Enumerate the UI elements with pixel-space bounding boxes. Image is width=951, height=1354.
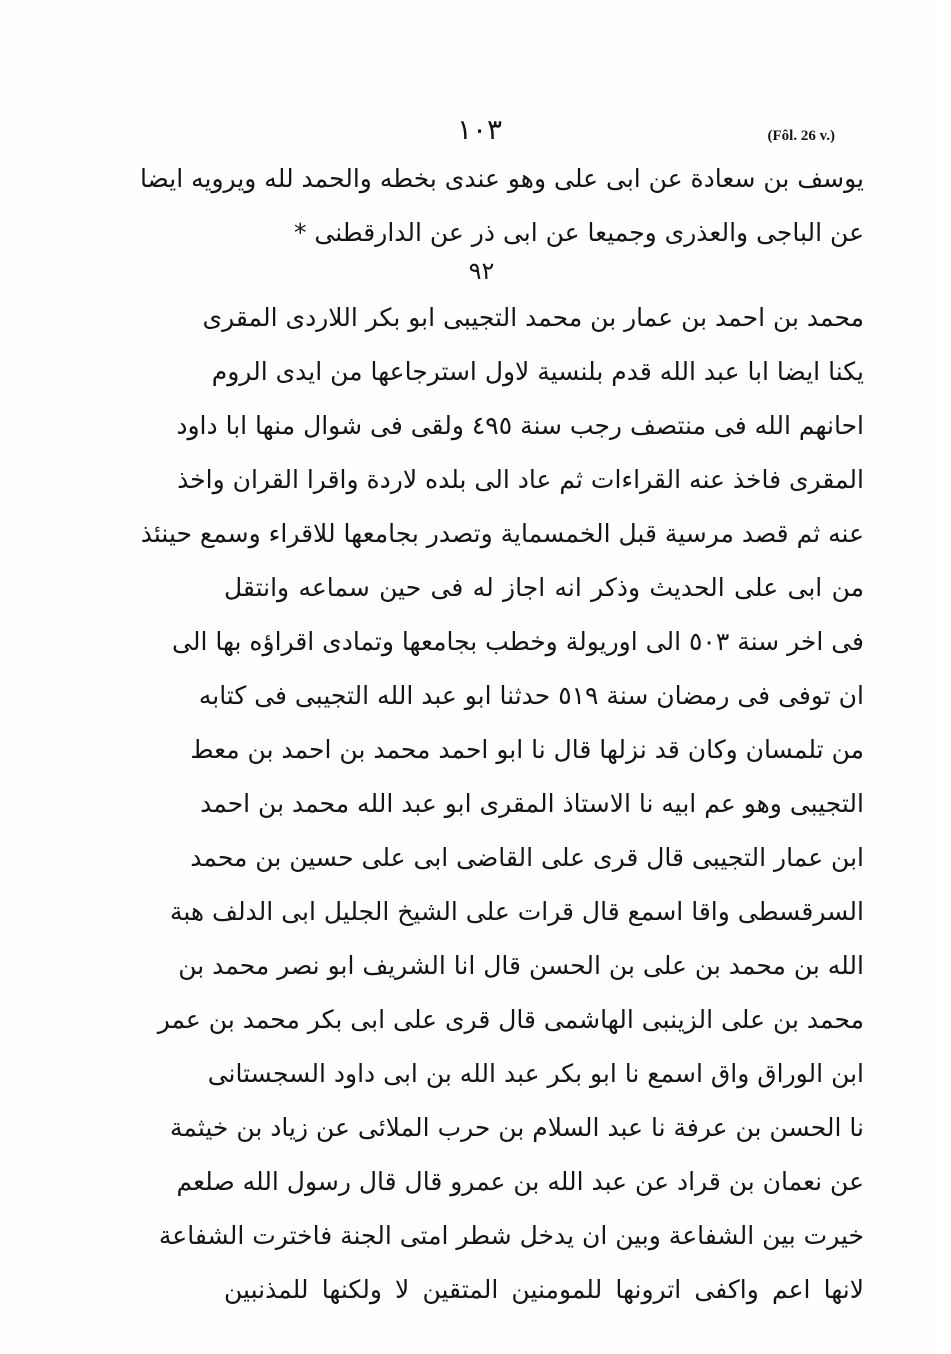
text-line: عن نعمان بن قراد عن عبد الله بن عمرو قال قال رسول الله صلعم [176, 1167, 864, 1196]
text-line: الله بن محمد بن على بن الحسن قال انا الشريف ابو نصر محمد بن [178, 951, 864, 980]
text-line: ان توفى فى رمضان سنة ٥١٩ حدثنا ابو عبد الله التجيبى فى كتابه [198, 681, 864, 710]
text-line: يكنا ايضا ابا عبد الله قدم بلنسية لاول استرجاعها من ايدى الروم [211, 357, 864, 386]
previous-entry-text [139, 152, 864, 260]
folio-reference: (Fôl. 26 v.) [767, 128, 835, 144]
text-line: من ابى على الحديث وذكر انه اجاز له فى حين سماعه وانتقل [224, 573, 864, 602]
text-line: المقرى فاخذ عنه القراءات ثم عاد الى بلده لاردة واقرا القران واخذ [177, 465, 864, 494]
text-line: خيرت بين الشفاعة وبين ان يدخل شطر امتى الجنة فاخترت الشفاعة [158, 1221, 864, 1250]
text-line: لانها اعم واكفى اترونها للمومنين المتقين لا ولكنها للمذنبين [224, 1275, 864, 1304]
text-line: محمد بن على الزينبى الهاشمى قال قرى على ابى بكر محمد بن عمر [157, 1005, 864, 1034]
text-line: عن الباجى والعذرى وجميعا عن ابى ذر عن الدارقطنى * [293, 218, 864, 247]
entry-number: ٩٢ [468, 257, 495, 285]
page-number: ١٠٣ [456, 113, 503, 146]
text-line: فى اخر سنة ٥٠٣ الى اوريولة وخطب بجامعها وتمادى اقراؤه بها الى [172, 627, 864, 656]
text-line: من تلمسان وكان قد نزلها قال نا ابو احمد محمد بن احمد بن معط [190, 735, 864, 764]
text-line: عنه ثم قصد مرسية قبل الخمسماية وتصدر بجامعها للاقراء وسمع حينئذ [140, 519, 864, 548]
text-line: التجيبى وهو عم ابيه نا الاستاذ المقرى ابو عبد الله محمد بن احمد [200, 789, 864, 818]
text-line: احانهم الله فى منتصف رجب سنة ٤٩٥ ولقى فى شوال منها ابا داود [176, 411, 864, 440]
text-line: ابن الوراق واق اسمع نا ابو بكر عبد الله بن ابى داود السجستانى [207, 1059, 864, 1088]
text-line: السرقسطى واقا اسمع قال قرات على الشيخ الجليل ابى الدلف هبة [169, 897, 864, 926]
text-line: يوسف بن سعادة عن ابى على وهو عندى بخطه والحمد لله ويرويه ايضا [139, 164, 864, 193]
text-line: محمد بن احمد بن عمار بن محمد التجيبى ابو بكر اللاردى المقرى [202, 303, 864, 332]
text-line: ابن عمار التجيبى قال قرى على القاضى ابى على حسين بن محمد [190, 843, 864, 872]
entry-text [140, 291, 864, 1317]
text-line: نا الحسن بن عرفة نا عبد السلام بن حرب الملائى عن زياد بن خيثمة [169, 1113, 864, 1142]
